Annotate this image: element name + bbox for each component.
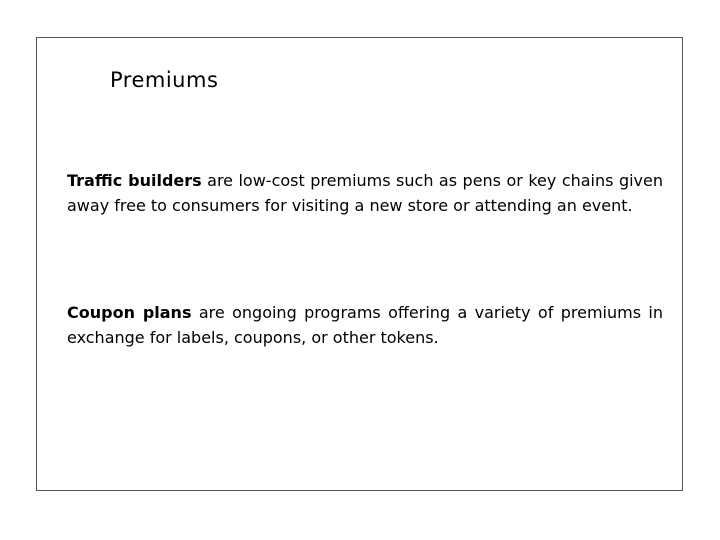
paragraph-coupon-plans bbox=[67, 300, 663, 350]
paragraph-traffic-builders bbox=[67, 168, 663, 218]
slide-frame bbox=[36, 37, 683, 491]
term-coupon-plans: Coupon plans bbox=[67, 303, 192, 322]
slide-title: Premiums bbox=[110, 68, 219, 92]
term-traffic-builders: Traffic builders bbox=[67, 171, 202, 190]
definition-traffic-builders: are low-cost premiums such as pens or key chains given away free to consumers for visiting a new store or attending an event. bbox=[67, 171, 664, 215]
definition-coupon-plans: are ongoing programs offering a variety of premiums in exchange for labels, coupons, or other tokens. bbox=[67, 303, 664, 347]
